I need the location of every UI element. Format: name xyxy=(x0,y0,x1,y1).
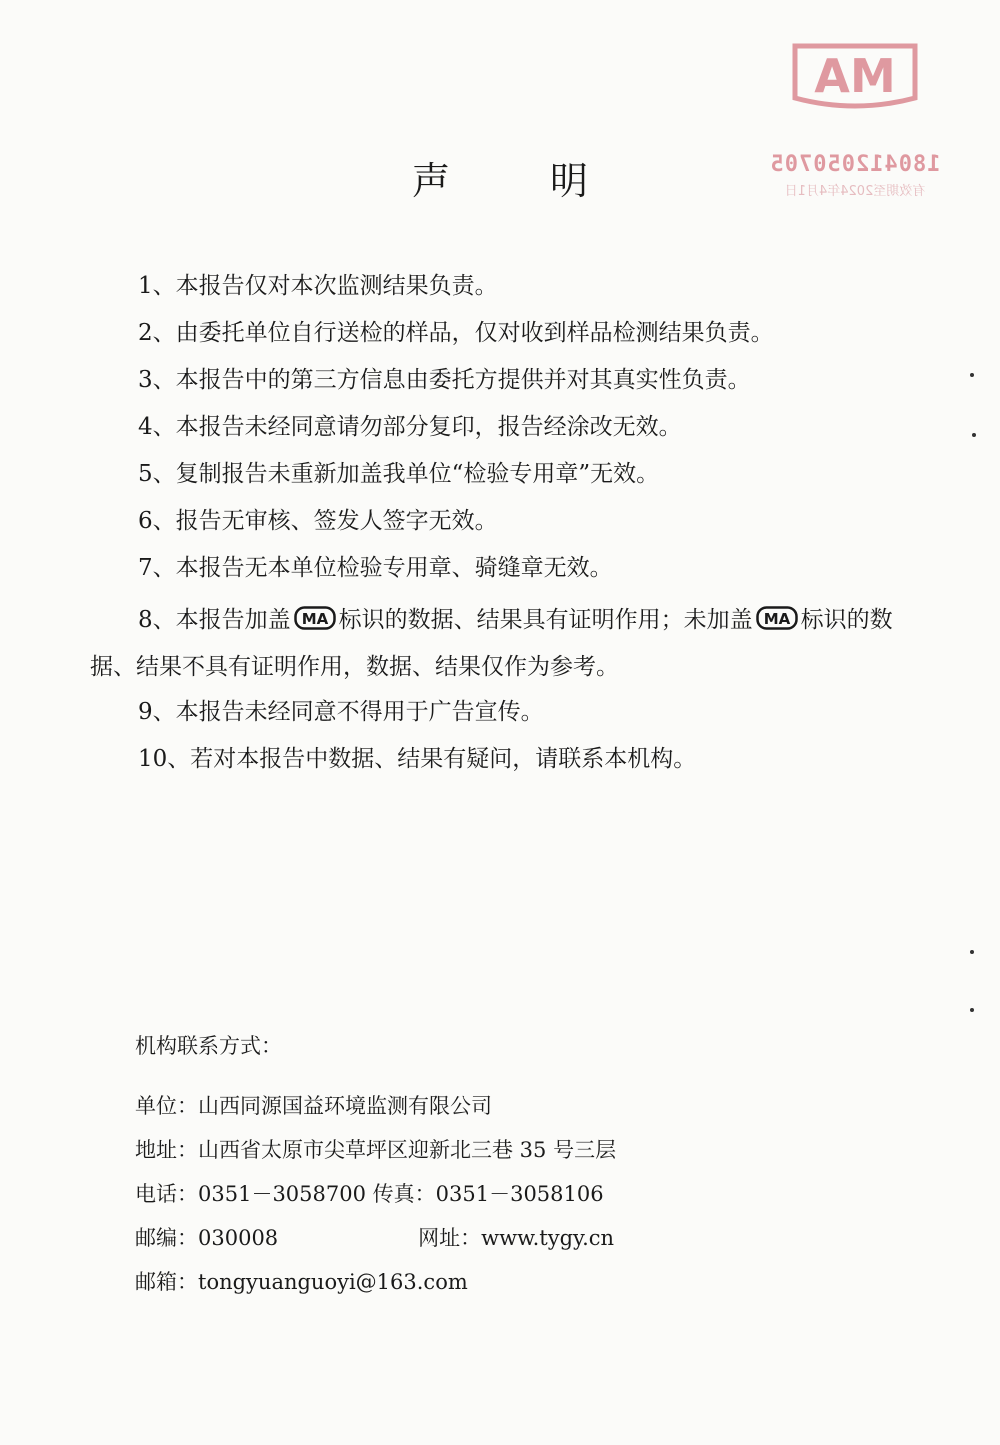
statement-item: 2、由委托单位自行送检的样品，仅对收到样品检测结果负责。 xyxy=(138,320,774,346)
ma-mark-icon xyxy=(294,606,336,630)
item8-part3: 标识的数据、结果不具有证明作用，数据、结果仅作为参考。 xyxy=(90,607,893,680)
contact-postcode: 邮编：030008 xyxy=(135,1226,279,1250)
contact-unit: 单位：山西同源国益环境监测有限公司 xyxy=(135,1094,492,1118)
statement-item: 4、本报告未经同意请勿部分复印，报告经涂改无效。 xyxy=(138,414,682,440)
page-title: 声明 xyxy=(411,159,688,203)
contact-address: 地址：山西省太原市尖草坪区迎新北三巷 35 号三层 xyxy=(135,1138,617,1162)
statement-item: 5、复制报告未重新加盖我单位“检验专用章”无效。 xyxy=(138,461,660,487)
statement-item: 3、本报告中的第三方信息由委托方提供并对其真实性负责。 xyxy=(138,367,751,393)
scan-speck xyxy=(970,373,974,377)
statement-item: 1、本报告仅对本次监测结果负责。 xyxy=(138,273,498,299)
contact-phone: 电话：0351－3058700 传真：0351－3058106 xyxy=(135,1182,604,1206)
ma-mark-icon xyxy=(756,606,798,630)
seal-code: 180412050705 xyxy=(769,152,941,177)
statement-item: 10、若对本报告中数据、结果有疑问，请联系本机构。 xyxy=(138,746,697,772)
statement-item: 7、本报告无本单位检验专用章、骑缝章无效。 xyxy=(138,555,613,581)
seal-validity: 有效期至2024年4月1日 xyxy=(784,184,926,199)
cma-seal-stamp xyxy=(755,40,955,199)
svg-text:MA: MA xyxy=(301,610,328,628)
scan-speck xyxy=(970,950,974,954)
scan-speck xyxy=(972,433,976,437)
statement-list xyxy=(90,268,910,788)
contact-postcode-row xyxy=(135,1216,835,1260)
statement-item-8 xyxy=(90,597,910,691)
svg-text:MA: MA xyxy=(763,610,790,628)
contact-email[interactable]: 邮箱：tongyuanguoyi@163.com xyxy=(135,1270,468,1294)
contact-website[interactable]: 网址：www.tygy.cn xyxy=(418,1226,615,1250)
item8-part2: 标识的数据、结果具有证明作用；未加盖 xyxy=(338,607,753,633)
statement-item: 9、本报告未经同意不得用于广告宣传。 xyxy=(138,699,544,725)
contact-heading: 机构联系方式： xyxy=(135,1034,282,1058)
contact-section xyxy=(135,1030,835,1304)
scan-speck xyxy=(970,1008,974,1012)
statement-item: 6、报告无审核、签发人签字无效。 xyxy=(138,508,498,534)
item8-part1: 8、本报告加盖 xyxy=(138,607,291,633)
cma-seal-icon xyxy=(785,40,925,110)
svg-text:MA: MA xyxy=(814,49,896,103)
